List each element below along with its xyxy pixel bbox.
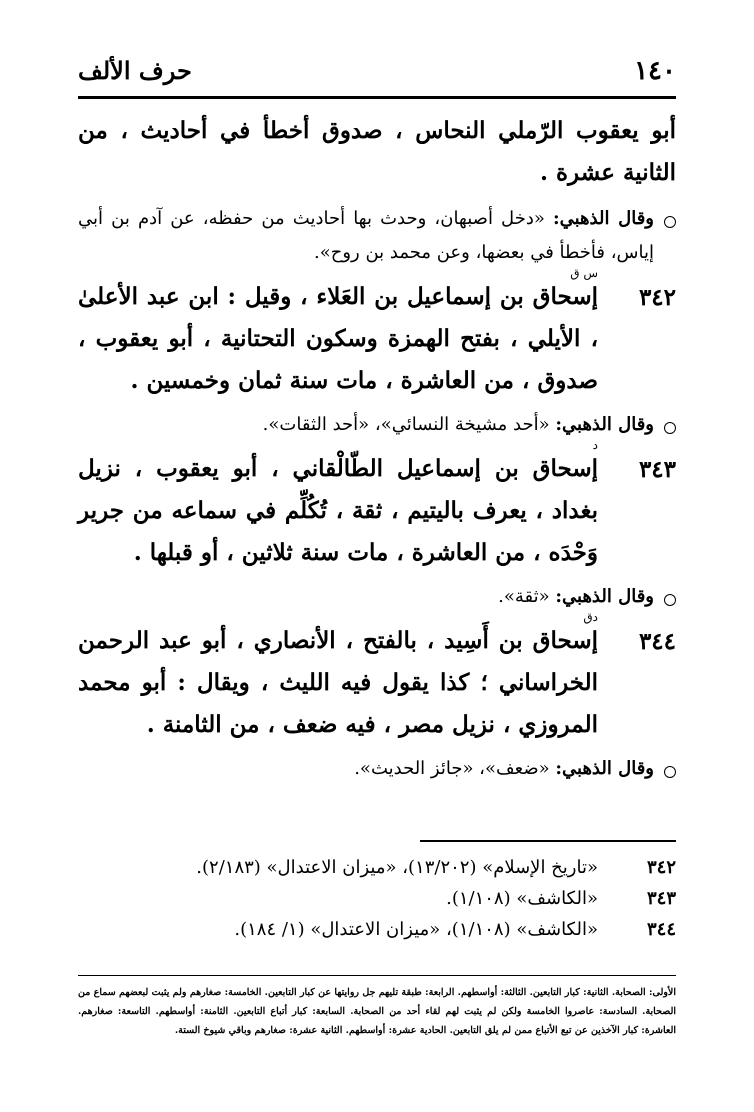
dhahabi-note [78,408,676,442]
footnote-row [78,914,676,945]
circle-bullet-icon [664,422,676,434]
circle-bullet-icon [664,216,676,228]
entry-text: إسحاق بن إسماعيل الطّالْقاني ، أبو يعقوب ، نزيل بغداد ، يعرف باليتيم ، ثقة ، تُكُلِّم في سماعه من جرير وَحْدَه ، من العاشرة ، مات سنة ثلاثين ، أو قبلها . [78,455,598,566]
entry-344 [78,610,676,746]
footnote-number: ٣٤٢ [646,857,676,878]
header-rule [78,96,676,99]
book-symbols: س ق [570,266,598,280]
entry-number: ٣٤٤ [638,628,676,655]
entry-number: ٣٤٢ [638,284,676,311]
footnote-text: «تاريخ الإسلام» (١٣/٢٠٢)، «ميزان الاعتدال» (٢/١٨٣). [196,857,598,878]
note-lead: وقال الذهبي: [555,586,654,607]
footnote-row [78,852,676,883]
footnote-rule [420,840,676,842]
dhahabi-note [78,752,676,786]
legend-rule [78,975,676,976]
entry-343 [78,438,676,574]
note-text: «دخل أصبهان، وحدث بها أحاديث من حفظه، عن آدم بن أبي إياس، فأخطأ في بعضها، وعن محمد بن روح». [78,208,654,263]
footnote-text: «الكاشف» (١/١٠٨)، «ميزان الاعتدال» (١/ ١٨٤). [234,919,598,940]
footnote-number: ٣٤٣ [646,888,676,909]
entry-number: ٣٤٣ [638,456,676,483]
entry-text: إسحاق بن أَسِيد ، بالفتح ، الأنصاري ، أبو عبد الرحمن الخراساني ؛ كذا يقول فيه الليث ، ويقال : أبو محمد المروزي ، نزيل مصر ، فيه ضعف ، من الثامنة . [78,627,598,738]
circle-bullet-icon [664,594,676,606]
footnote-text: «الكاشف» (١/١٠٨). [446,888,598,909]
running-title: حرف الألف [78,56,192,85]
dhahabi-note [78,580,676,614]
note-text: «ضعف»، «جائز الحديث». [354,758,550,779]
book-symbols: د [592,438,598,452]
note-lead: وقال الذهبي: [552,208,654,229]
continuation-text: أبو يعقوب الرّملي النحاس ، صدوق أخطأ في أحاديث ، من الثانية عشرة . [78,117,676,186]
note-lead: وقال الذهبي: [555,414,654,435]
entry-342 [78,266,676,402]
book-symbols: دق [583,610,598,624]
tabaqat-legend: الأولى: الصحابة. الثانية: كبار التابعين. الثالثة: أواسطهم. الرابعة: طبقة تليهم جل روايتها عن كبار التابعين. الخامسة: صغارهم ولم يثبت لبعضهم سماع من الصحابة. السادسة: عاصروا الخامسة ولكن لم يثبت لهم لقاء أحد من الصحابة. السابعة: كبار أتباع التابعين. الثامنة: أواسطهم. التاسعة: صغارهم. العاشرة: كبار الآخذين عن تبع الأتباع ممن لم يلق التابعين. الحادية عشرة: أواسطهم. الثانية عشرة: صغارهم وباقي شيوخ الستة. [78,987,676,1036]
footnote-number: ٣٤٤ [646,919,676,940]
note-text: «أحد مشيخة النسائي»، «أحد الثقات». [262,414,550,435]
note-text: «ثقة». [498,586,550,607]
page-number: ١٤٠ [634,56,676,86]
entry-text: إسحاق بن إسماعيل بن العَلاء ، وقيل : ابن عبد الأعلىٰ ، الأيلي ، بفتح الهمزة وسكون التحتانية ، أبو يعقوب ، صدوق ، من العاشرة ، مات سنة ثمان وخمسين . [78,283,598,394]
footnotes [78,852,676,945]
page-body [78,110,676,792]
footnote-row [78,883,676,914]
note-lead: وقال الذهبي: [555,758,654,779]
page-header [78,52,676,92]
circle-bullet-icon [664,766,676,778]
dhahabi-note [78,202,676,270]
